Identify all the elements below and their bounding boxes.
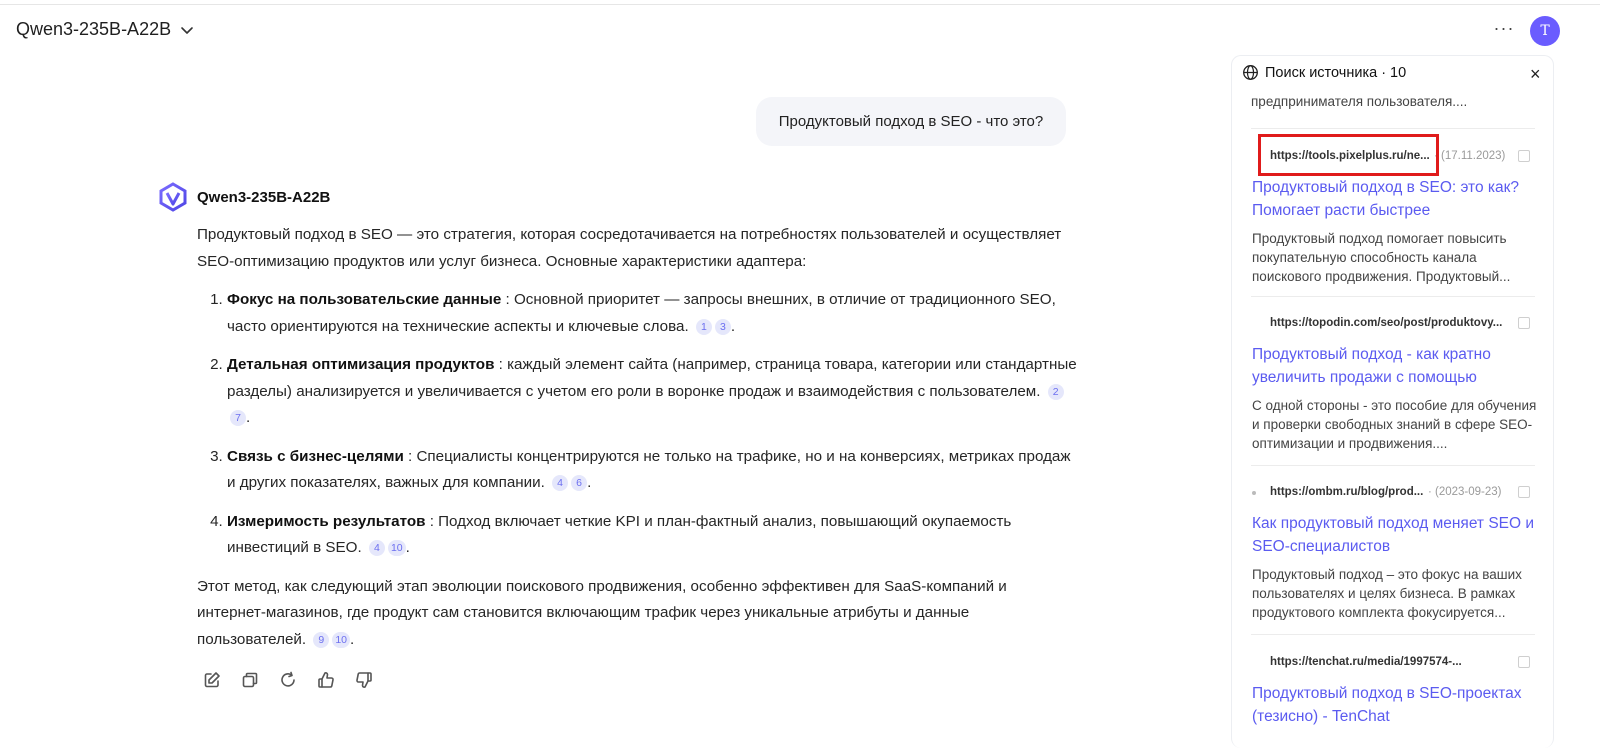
citation-badge[interactable]: 10 — [332, 632, 350, 648]
source-checkbox[interactable] — [1518, 317, 1530, 329]
source-title-link[interactable]: Продуктовый подход в SEO-проектах (тезисно) - TenChat — [1252, 685, 1522, 725]
period: . — [350, 630, 355, 648]
list-item-text: : Специалисты концентрируются не только на трафике, но и на конверсиях, метриках продаж и других показателях, важных для компании. — [227, 447, 1071, 491]
list-item-title: Связь с бизнес-целями — [227, 447, 404, 465]
source-title-link[interactable]: Продуктовый подход - как кратно увеличить продажи с помощью — [1252, 346, 1491, 386]
source-description: Продуктовый подход – это фокус на ваших пользователях и целях бизнеса. В рамках продуктового комплекта фокусируется... — [1252, 567, 1522, 620]
source-date: · (2023-09-23) — [1428, 486, 1502, 498]
globe-icon — [1242, 64, 1259, 81]
source-card[interactable] — [1252, 654, 1544, 735]
sources-panel — [1231, 55, 1554, 748]
qwen-logo-icon — [158, 182, 188, 212]
refresh-icon — [278, 670, 298, 690]
period: . — [405, 539, 410, 556]
highlight-box — [1258, 134, 1439, 176]
assistant-answer — [197, 222, 1077, 653]
divider — [1251, 465, 1535, 466]
dislike-button[interactable] — [354, 670, 374, 690]
period: . — [246, 409, 251, 426]
divider — [1251, 634, 1535, 635]
outro-text: Этот метод, как следующий этап эволюции поискового продвижения, особенно эффективен для SaaS-компаний и интернет-магазинов, где продукт сам становится включающим трафик через уникальные атрибуты и данные пользователей. — [197, 577, 1007, 648]
model-name: Qwen3-235B-A22B — [16, 19, 172, 39]
list-item — [227, 509, 1077, 562]
close-icon[interactable]: × — [1530, 64, 1541, 84]
period: . — [587, 474, 592, 491]
message-actions — [202, 670, 374, 690]
citation-badge[interactable]: 4 — [552, 475, 568, 491]
source-url[interactable]: https://tenchat.ru/media/1997574-... — [1270, 656, 1462, 668]
source-date: · (17.11.2023) — [1434, 150, 1506, 162]
list-item-title: Фокус на пользовательские данные — [227, 291, 502, 308]
source-checkbox[interactable] — [1518, 486, 1530, 498]
citation-badge[interactable]: 2 — [1048, 384, 1064, 400]
model-selector[interactable] — [16, 19, 195, 40]
sources-panel-header — [1242, 64, 1406, 81]
answer-list — [197, 287, 1077, 562]
source-snippet: предпринимателя пользователя.... — [1251, 94, 1468, 109]
list-item — [227, 444, 1077, 497]
assistant-name: Qwen3-235B-A22B — [197, 189, 331, 206]
citation-badge[interactable]: 4 — [369, 540, 385, 556]
source-meta — [1252, 484, 1544, 504]
citation-badge[interactable]: 1 — [696, 319, 712, 335]
user-message-bubble: Продуктовый подход в SEO - что это? — [756, 97, 1066, 146]
edit-button[interactable] — [202, 670, 222, 690]
source-url[interactable]: https://tools.pixelplus.ru/ne... — [1270, 150, 1430, 162]
citation-badge[interactable]: 10 — [388, 540, 406, 556]
source-card[interactable] — [1252, 315, 1544, 453]
list-item-text: : Основной приоритет — запросы внешних, в отличие от традиционного SEO, часто ориентируются на технические аспекты и ключевые слова. — [227, 291, 1056, 335]
divider — [1251, 128, 1535, 129]
list-item-title: Измеримость результатов — [227, 512, 426, 530]
source-checkbox[interactable] — [1518, 656, 1530, 668]
top-divider — [0, 4, 1600, 5]
citation-badge[interactable]: 3 — [715, 319, 731, 335]
list-item-title: Детальная оптимизация продуктов — [227, 356, 495, 373]
source-description: С одной стороны - это пособие для обучения и проверки свободных знаний в сфере SEO-оптимизации и продвижения.... — [1252, 398, 1537, 451]
like-button[interactable] — [316, 670, 336, 690]
source-checkbox[interactable] — [1518, 150, 1530, 162]
list-item — [227, 287, 1077, 340]
period: . — [730, 317, 736, 335]
citation-badge[interactable]: 7 — [230, 410, 246, 426]
source-description: Продуктовый подход помогает повысить покупательную способность канала поискового продвижения. Продуктовый... — [1252, 231, 1511, 284]
list-item-text: : каждый элемент сайта (например, страница товара, категории или стандартные разделы) анализируется и увеличивается с учетом его роли в воронке продаж и взаимодействия с пользователем. — [227, 356, 1077, 400]
answer-outro — [197, 574, 1077, 654]
source-url[interactable]: https://ombm.ru/blog/prod... — [1270, 486, 1424, 498]
source-url[interactable]: https://topodin.com/seo/post/produktovy... — [1270, 317, 1503, 329]
citation-badge[interactable]: 9 — [313, 632, 329, 648]
source-meta — [1252, 315, 1544, 335]
avatar[interactable]: T — [1530, 16, 1560, 46]
source-title-link[interactable]: Продуктовый подход в SEO: это как? Помогает расти быстрее — [1252, 179, 1520, 219]
thumbs-up-icon — [316, 670, 336, 690]
source-title-link[interactable]: Как продуктовый подход меняет SEO и SEO-специалистов — [1252, 515, 1535, 555]
list-item — [227, 352, 1077, 432]
copy-button[interactable] — [240, 670, 260, 690]
copy-icon — [240, 670, 260, 690]
more-options-button[interactable]: ··· — [1493, 18, 1515, 38]
list-item-text: : Подход включает четкие KPI и план-фактный анализ, повышающий окупаемость инвестиций в SEO. — [227, 512, 1012, 556]
citation-badge[interactable]: 6 — [571, 475, 587, 491]
regenerate-button[interactable] — [278, 670, 298, 690]
edit-icon — [202, 670, 222, 690]
source-card[interactable] — [1252, 484, 1544, 622]
source-meta — [1252, 654, 1544, 674]
divider — [1251, 296, 1535, 297]
answer-intro: Продуктовый подход в SEO — это стратегия, которая сосредотачивается на потребностях пользователей и осуществляет SEO-оптимизацию продуктов или услуг бизнеса. Основные характеристики адаптера: — [197, 226, 1062, 270]
chevron-down-icon — [179, 22, 195, 38]
sources-panel-title: Поиск источника · 10 — [1265, 64, 1407, 81]
dot-icon — [1252, 491, 1256, 495]
thumbs-down-icon — [354, 670, 374, 690]
